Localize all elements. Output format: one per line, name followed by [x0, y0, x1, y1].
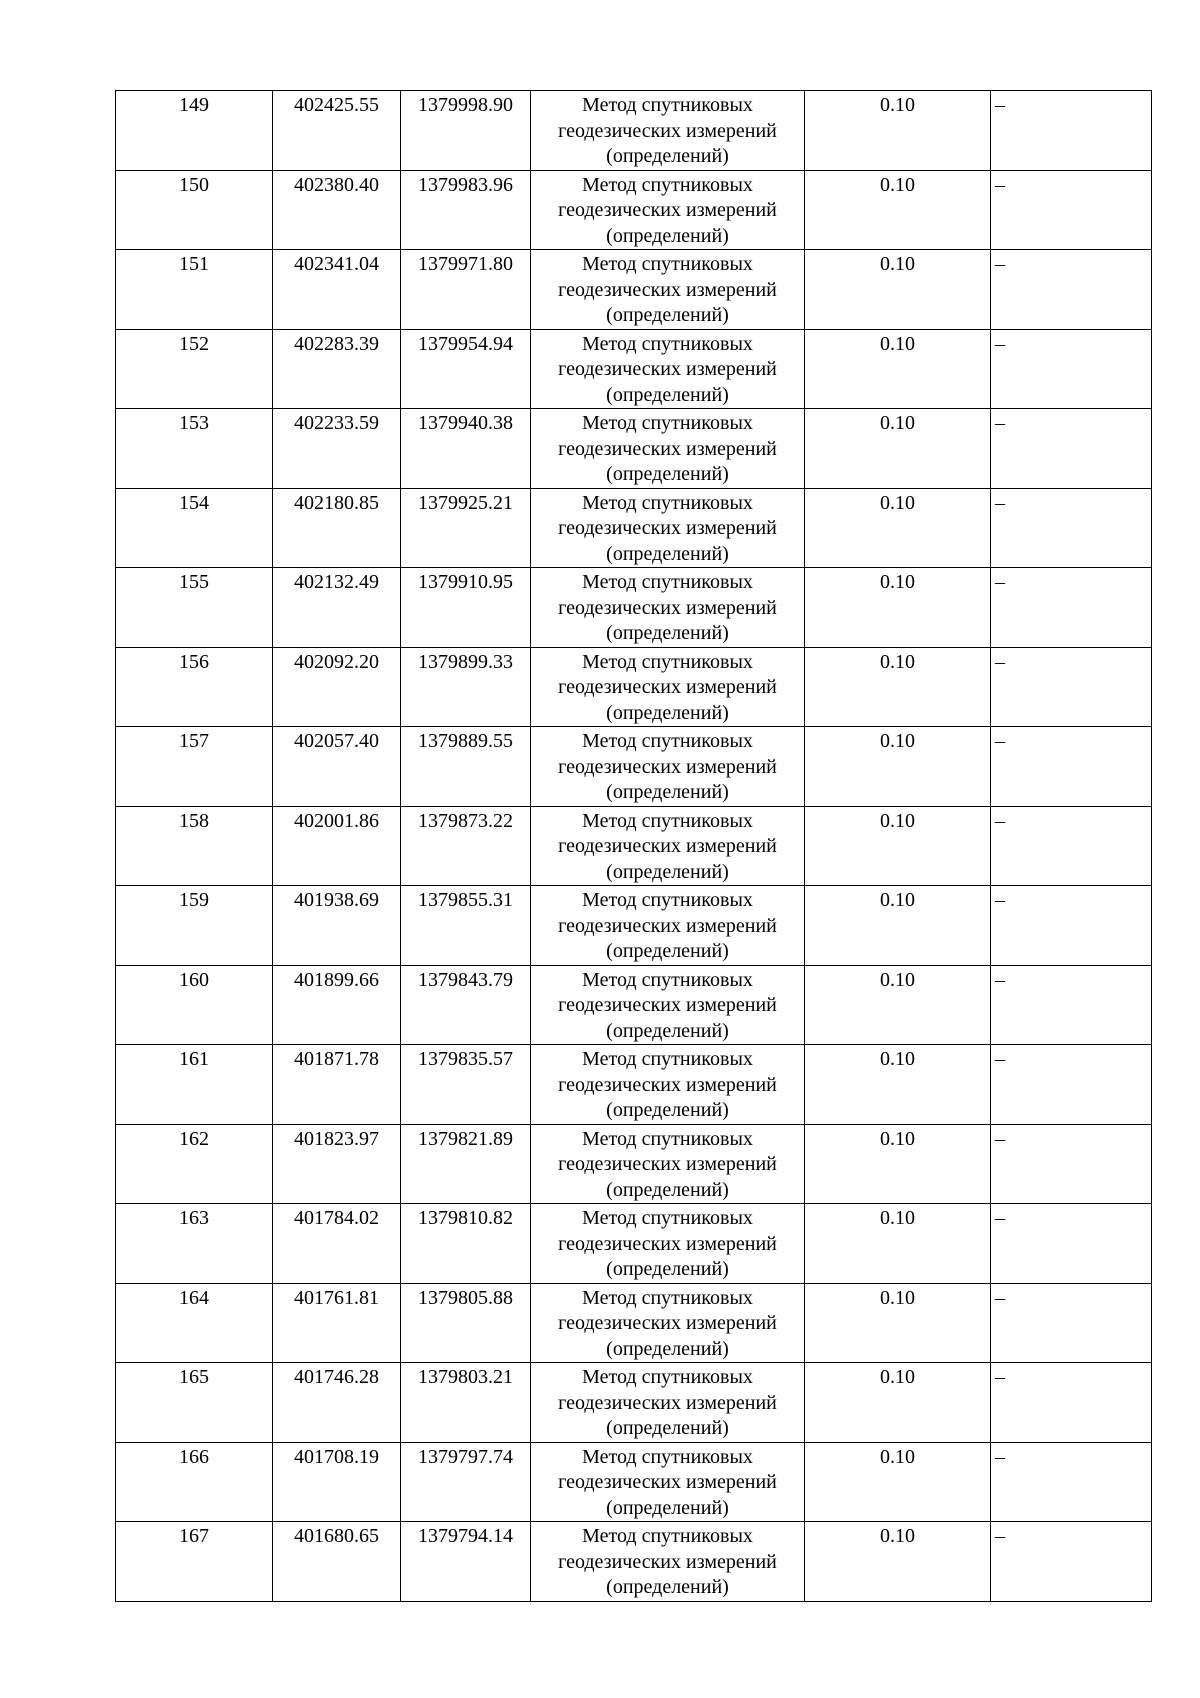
- extra-value: –: [991, 886, 1152, 966]
- accuracy-value: 0.10: [805, 170, 991, 250]
- method-line-3: (определений): [606, 224, 729, 247]
- measurement-method: [531, 568, 805, 648]
- method-line-1: Метод спутниковых: [582, 1525, 753, 1547]
- coordinate-y: 1379971.80: [401, 250, 531, 330]
- method-line-1: Метод спутниковых: [582, 968, 753, 991]
- method-line-2: геодезических измерений: [558, 1232, 777, 1255]
- accuracy-value: 0.10: [805, 409, 991, 489]
- measurement-method: [531, 727, 805, 807]
- coordinate-x: 402057.40: [273, 727, 401, 807]
- measurement-method: [531, 1124, 805, 1204]
- table-row: [116, 329, 1152, 409]
- method-line-1: Метод спутниковых: [582, 1207, 753, 1229]
- method-line-3: (определений): [606, 701, 729, 724]
- measurement-method: [531, 886, 805, 966]
- extra-value: –: [991, 1204, 1152, 1284]
- coordinate-x: 402425.55: [273, 91, 401, 171]
- accuracy-value: 0.10: [805, 488, 991, 568]
- method-line-2: геодезических измерений: [558, 1153, 777, 1175]
- method-line-3: (определений): [606, 781, 729, 803]
- table-row: [116, 1522, 1152, 1602]
- method-line-1: Метод спутниковых: [582, 491, 753, 514]
- method-line-1: Метод спутниковых: [582, 889, 753, 911]
- table-row: [116, 1124, 1152, 1204]
- method-line-1: Метод спутниковых: [582, 809, 753, 832]
- table-row: [116, 568, 1152, 648]
- measurement-method: [531, 1283, 805, 1363]
- point-number: 157: [116, 727, 273, 807]
- method-line-2: геодезических измерений: [558, 437, 777, 460]
- extra-value: –: [991, 965, 1152, 1045]
- method-line-1: Метод спутниковых: [582, 412, 753, 434]
- method-line-2: геодезических измерений: [558, 596, 777, 619]
- table-row: [116, 250, 1152, 330]
- method-line-3: (определений): [606, 1258, 729, 1280]
- accuracy-value: 0.10: [805, 1124, 991, 1204]
- table-row: [116, 1204, 1152, 1284]
- extra-value: –: [991, 647, 1152, 727]
- accuracy-value: 0.10: [805, 727, 991, 807]
- extra-value: –: [991, 91, 1152, 171]
- method-line-1: Метод спутниковых: [582, 730, 753, 752]
- method-line-3: (определений): [606, 1178, 729, 1201]
- point-number: 163: [116, 1204, 273, 1284]
- method-line-3: (определений): [606, 860, 729, 883]
- coordinate-y: 1379899.33: [401, 647, 531, 727]
- method-line-2: геодезических измерений: [558, 199, 777, 221]
- method-line-3: (определений): [606, 1576, 729, 1598]
- accuracy-value: 0.10: [805, 250, 991, 330]
- coordinate-x: 402341.04: [273, 250, 401, 330]
- extra-value: –: [991, 409, 1152, 489]
- method-line-3: (определений): [606, 1417, 729, 1439]
- point-number: 156: [116, 647, 273, 727]
- accuracy-value: 0.10: [805, 647, 991, 727]
- coordinate-y: 1379873.22: [401, 806, 531, 886]
- extra-value: –: [991, 329, 1152, 409]
- measurement-method: [531, 806, 805, 886]
- method-line-2: геодезических измерений: [558, 835, 777, 857]
- method-line-3: (определений): [606, 1099, 729, 1121]
- coordinate-y: 1379843.79: [401, 965, 531, 1045]
- table-row: [116, 1283, 1152, 1363]
- measurement-method: [531, 1045, 805, 1125]
- coordinate-y: 1379805.88: [401, 1283, 531, 1363]
- measurement-method: [531, 1442, 805, 1522]
- coordinate-x: 401899.66: [273, 965, 401, 1045]
- extra-value: –: [991, 250, 1152, 330]
- method-line-2: геодезических измерений: [558, 278, 777, 301]
- method-line-2: геодезических измерений: [558, 119, 777, 142]
- coordinate-y: 1379803.21: [401, 1363, 531, 1443]
- table-row: [116, 647, 1152, 727]
- method-line-3: (определений): [606, 1337, 729, 1360]
- coordinate-y: 1379889.55: [401, 727, 531, 807]
- method-line-3: (определений): [606, 1496, 729, 1519]
- method-line-1: Метод спутниковых: [582, 571, 753, 593]
- method-line-1: Метод спутниковых: [582, 253, 753, 275]
- coordinate-y: 1379998.90: [401, 91, 531, 171]
- accuracy-value: 0.10: [805, 568, 991, 648]
- extra-value: –: [991, 806, 1152, 886]
- method-line-3: (определений): [606, 145, 729, 167]
- coordinate-y: 1379983.96: [401, 170, 531, 250]
- table-row: [116, 1045, 1152, 1125]
- method-line-2: геодезических измерений: [558, 1471, 777, 1493]
- extra-value: –: [991, 1442, 1152, 1522]
- method-line-3: (определений): [606, 542, 729, 565]
- point-number: 150: [116, 170, 273, 250]
- point-number: 153: [116, 409, 273, 489]
- coordinate-x: 402092.20: [273, 647, 401, 727]
- coordinate-x: 401784.02: [273, 1204, 401, 1284]
- coordinate-x: 402180.85: [273, 488, 401, 568]
- method-line-2: геодезических измерений: [558, 517, 777, 539]
- coordinate-x: 401823.97: [273, 1124, 401, 1204]
- coordinate-x: 401680.65: [273, 1522, 401, 1602]
- table-row: [116, 806, 1152, 886]
- accuracy-value: 0.10: [805, 806, 991, 886]
- measurement-method: [531, 1522, 805, 1602]
- point-number: 165: [116, 1363, 273, 1443]
- coordinate-x: 401938.69: [273, 886, 401, 966]
- method-line-3: (определений): [606, 622, 729, 644]
- point-number: 159: [116, 886, 273, 966]
- point-number: 151: [116, 250, 273, 330]
- accuracy-value: 0.10: [805, 1522, 991, 1602]
- coordinate-y: 1379835.57: [401, 1045, 531, 1125]
- method-line-3: (определений): [606, 304, 729, 326]
- coordinate-y: 1379855.31: [401, 886, 531, 966]
- coordinate-x: 402233.59: [273, 409, 401, 489]
- coordinate-y: 1379940.38: [401, 409, 531, 489]
- accuracy-value: 0.10: [805, 1045, 991, 1125]
- measurement-method: [531, 170, 805, 250]
- method-line-2: геодезических измерений: [558, 358, 777, 380]
- table-row: [116, 886, 1152, 966]
- point-number: 166: [116, 1442, 273, 1522]
- table-row: [116, 965, 1152, 1045]
- coordinate-y: 1379797.74: [401, 1442, 531, 1522]
- extra-value: –: [991, 1363, 1152, 1443]
- table-row: [116, 409, 1152, 489]
- table-row: [116, 727, 1152, 807]
- method-line-2: геодезических измерений: [558, 994, 777, 1016]
- method-line-1: Метод спутниковых: [582, 94, 753, 116]
- coordinate-x: 402001.86: [273, 806, 401, 886]
- extra-value: –: [991, 727, 1152, 807]
- coordinate-y: 1379794.14: [401, 1522, 531, 1602]
- point-number: 149: [116, 91, 273, 171]
- method-line-3: (определений): [606, 1019, 729, 1042]
- coordinate-x: 401708.19: [273, 1442, 401, 1522]
- method-line-2: геодезических измерений: [558, 1312, 777, 1334]
- accuracy-value: 0.10: [805, 1363, 991, 1443]
- method-line-2: геодезических измерений: [558, 1391, 777, 1414]
- point-number: 152: [116, 329, 273, 409]
- coordinate-x: 401871.78: [273, 1045, 401, 1125]
- accuracy-value: 0.10: [805, 886, 991, 966]
- measurement-method: [531, 409, 805, 489]
- extra-value: –: [991, 568, 1152, 648]
- measurement-method: [531, 1204, 805, 1284]
- coordinate-y: 1379821.89: [401, 1124, 531, 1204]
- extra-value: –: [991, 488, 1152, 568]
- extra-value: –: [991, 1045, 1152, 1125]
- measurement-method: [531, 965, 805, 1045]
- coordinate-y: 1379810.82: [401, 1204, 531, 1284]
- accuracy-value: 0.10: [805, 91, 991, 171]
- extra-value: –: [991, 1283, 1152, 1363]
- table-row: [116, 91, 1152, 171]
- coordinate-y: 1379925.21: [401, 488, 531, 568]
- measurement-method: [531, 91, 805, 171]
- extra-value: –: [991, 170, 1152, 250]
- measurement-method: [531, 488, 805, 568]
- method-line-1: Метод спутниковых: [582, 1286, 753, 1309]
- accuracy-value: 0.10: [805, 1283, 991, 1363]
- method-line-2: геодезических измерений: [558, 1073, 777, 1096]
- coordinate-x: 401746.28: [273, 1363, 401, 1443]
- method-line-2: геодезических измерений: [558, 914, 777, 937]
- method-line-2: геодезических измерений: [558, 755, 777, 778]
- method-line-3: (определений): [606, 940, 729, 962]
- measurement-method: [531, 647, 805, 727]
- accuracy-value: 0.10: [805, 329, 991, 409]
- table-row: [116, 1442, 1152, 1522]
- coordinate-y: 1379954.94: [401, 329, 531, 409]
- point-number: 161: [116, 1045, 273, 1125]
- method-line-1: Метод спутниковых: [582, 173, 753, 196]
- method-line-2: геодезических измерений: [558, 1550, 777, 1573]
- point-number: 158: [116, 806, 273, 886]
- coordinate-x: 402132.49: [273, 568, 401, 648]
- measurement-method: [531, 250, 805, 330]
- measurement-method: [531, 1363, 805, 1443]
- point-number: 155: [116, 568, 273, 648]
- point-number: 162: [116, 1124, 273, 1204]
- coordinates-table: [115, 90, 1152, 1602]
- method-line-1: Метод спутниковых: [582, 1048, 753, 1070]
- measurement-method: [531, 329, 805, 409]
- method-line-1: Метод спутниковых: [582, 650, 753, 673]
- table-row: [116, 1363, 1152, 1443]
- method-line-2: геодезических измерений: [558, 676, 777, 698]
- accuracy-value: 0.10: [805, 965, 991, 1045]
- point-number: 154: [116, 488, 273, 568]
- method-line-3: (определений): [606, 383, 729, 406]
- method-line-1: Метод спутниковых: [582, 332, 753, 355]
- accuracy-value: 0.10: [805, 1442, 991, 1522]
- table-row: [116, 170, 1152, 250]
- coordinate-x: 402380.40: [273, 170, 401, 250]
- method-line-1: Метод спутниковых: [582, 1366, 753, 1388]
- extra-value: –: [991, 1522, 1152, 1602]
- coordinates-table-body: [116, 91, 1152, 1602]
- coordinate-y: 1379910.95: [401, 568, 531, 648]
- method-line-1: Метод спутниковых: [582, 1127, 753, 1150]
- table-row: [116, 488, 1152, 568]
- point-number: 164: [116, 1283, 273, 1363]
- extra-value: –: [991, 1124, 1152, 1204]
- point-number: 167: [116, 1522, 273, 1602]
- method-line-3: (определений): [606, 463, 729, 485]
- point-number: 160: [116, 965, 273, 1045]
- accuracy-value: 0.10: [805, 1204, 991, 1284]
- coordinate-x: 401761.81: [273, 1283, 401, 1363]
- coordinate-x: 402283.39: [273, 329, 401, 409]
- method-line-1: Метод спутниковых: [582, 1445, 753, 1468]
